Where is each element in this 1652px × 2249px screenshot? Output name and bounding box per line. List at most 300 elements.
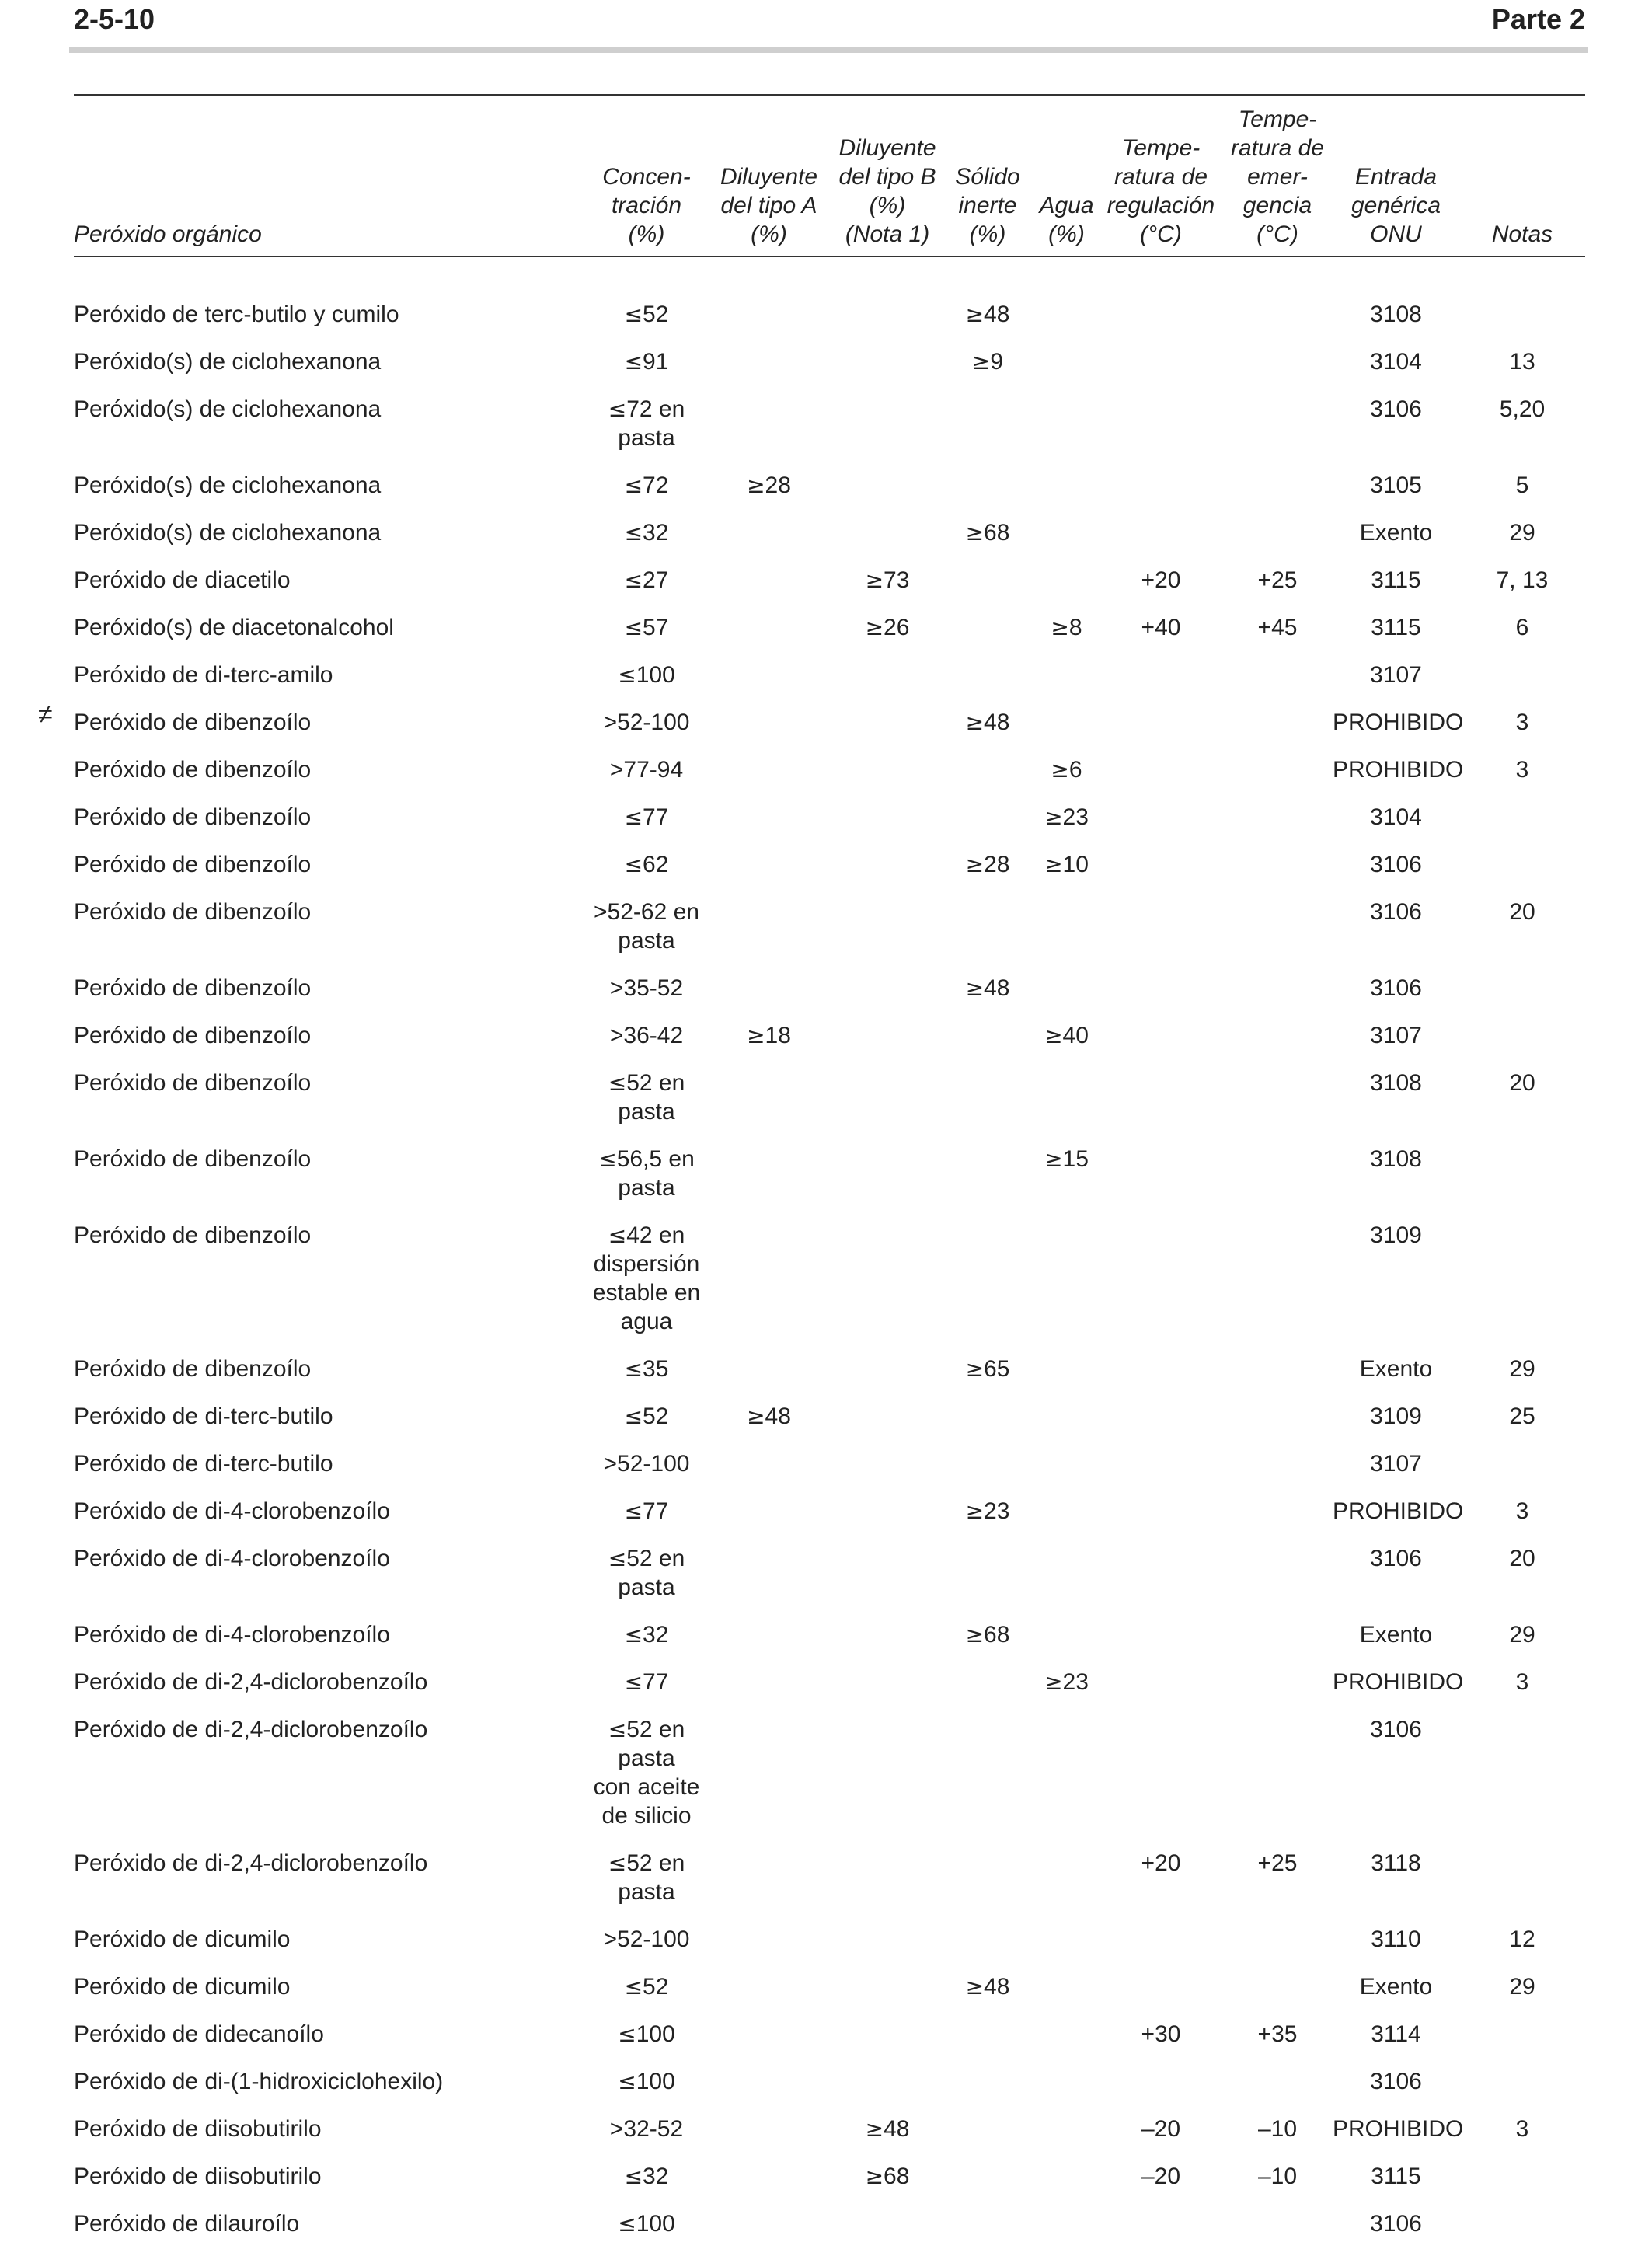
table-row <box>74 2107 1585 2154</box>
table-row <box>74 1137 1585 1213</box>
peroxide-name-cell: Peróxido de diisobutirilo <box>74 2164 322 2189</box>
emergency-temp-cell: +25 <box>1257 567 1298 593</box>
notes-cell <box>1459 1013 1585 1061</box>
table-row <box>74 842 1585 890</box>
concentration-cell: ≤52 en pasta <box>608 1070 685 1124</box>
un-entry-cell: 3115 <box>1371 615 1421 640</box>
concentration-cell: >77-94 <box>609 757 684 783</box>
notes-cell <box>1459 2059 1585 2107</box>
peroxide-name-cell: Peróxido(s) de ciclohexanona <box>74 520 382 546</box>
col-header-un-entry: Entrada genérica ONU <box>1351 164 1441 247</box>
header-rule <box>69 47 1588 53</box>
concentration-cell: >52-100 <box>603 710 690 735</box>
part-label: Parte 2 <box>1491 3 1585 35</box>
peroxide-name-cell: Peróxido de di-terc-butilo <box>74 1451 333 1477</box>
un-entry-cell: Exento <box>1359 1974 1433 2000</box>
diluent-b-cell <box>833 2012 942 2059</box>
un-entry-cell: 3106 <box>1370 899 1422 925</box>
emergency-temp-cell <box>1222 653 1333 700</box>
diluent-a-cell <box>705 558 833 605</box>
emergency-temp-cell <box>1222 842 1333 890</box>
inert-solid-cell: ≥48 <box>965 302 1010 327</box>
diluent-b-cell <box>833 1061 942 1137</box>
peroxide-name-cell: Peróxido de dicumilo <box>74 1926 291 1952</box>
inert-solid-cell <box>942 890 1033 966</box>
emergency-temp-cell: –10 <box>1257 2116 1298 2142</box>
inert-solid-cell: ≥48 <box>965 710 1010 735</box>
emergency-temp-cell <box>1222 1707 1333 1841</box>
inert-solid-cell <box>942 795 1033 842</box>
concentration-cell: ≤91 <box>624 349 669 375</box>
concentration-cell: ≤52 <box>624 1403 669 1429</box>
control-temp-cell <box>1100 1394 1222 1442</box>
notes-cell: 3 <box>1515 1498 1529 1524</box>
diluent-a-cell: ≥18 <box>747 1023 791 1048</box>
control-temp-cell <box>1100 1347 1222 1394</box>
control-temp-cell <box>1100 387 1222 463</box>
emergency-temp-cell <box>1222 1917 1333 1965</box>
notes-cell: 3 <box>1515 757 1529 783</box>
inert-solid-cell <box>942 605 1033 653</box>
emergency-temp-cell <box>1222 700 1333 748</box>
control-temp-cell: –20 <box>1141 2164 1181 2189</box>
diluent-b-cell <box>833 748 942 795</box>
emergency-temp-cell <box>1222 1965 1333 2012</box>
diluent-a-cell <box>705 340 833 387</box>
control-temp-cell <box>1100 748 1222 795</box>
concentration-cell: >32-52 <box>609 2116 684 2142</box>
inert-solid-cell <box>942 653 1033 700</box>
water-cell: ≥8 <box>1051 615 1082 640</box>
notes-cell: 6 <box>1515 615 1529 640</box>
emergency-temp-cell <box>1222 1613 1333 1660</box>
diluent-b-cell <box>833 1347 942 1394</box>
table-top-rule <box>74 94 1585 96</box>
inert-solid-cell <box>942 2107 1033 2154</box>
water-cell: ≥6 <box>1051 757 1082 783</box>
table-row <box>74 700 1585 748</box>
un-entry-cell: 3108 <box>1370 302 1422 327</box>
inert-solid-cell <box>942 1213 1033 1347</box>
col-header-concentration: Concen- tración (%) <box>602 164 691 247</box>
peroxide-name-cell: Peróxido de diisobutirilo <box>74 2116 322 2142</box>
col-header-notes: Notas <box>1491 221 1553 247</box>
notes-cell: 20 <box>1509 1546 1535 1571</box>
control-temp-cell <box>1100 463 1222 511</box>
diluent-b-cell <box>833 1613 942 1660</box>
control-temp-cell: +20 <box>1141 567 1181 593</box>
peroxide-name-cell: Peróxido de dibenzoílo <box>74 757 312 783</box>
emergency-temp-cell <box>1222 1061 1333 1137</box>
diluent-a-cell <box>705 1489 833 1536</box>
concentration-cell: ≤100 <box>618 2069 675 2094</box>
inert-solid-cell <box>942 1707 1033 1841</box>
un-entry-cell: 3115 <box>1371 2164 1421 2189</box>
water-cell <box>1033 463 1100 511</box>
peroxide-name-cell: Peróxido de dibenzoílo <box>74 1146 312 1172</box>
notes-cell <box>1459 2012 1585 2059</box>
concentration-cell: ≤77 <box>624 804 669 830</box>
un-entry-cell: 3114 <box>1371 2021 1421 2047</box>
emergency-temp-cell <box>1222 1442 1333 1489</box>
table-row <box>74 748 1585 795</box>
diluent-a-cell <box>705 2202 833 2249</box>
diluent-b-cell <box>833 966 942 1013</box>
diluent-a-cell: ≥28 <box>747 472 791 498</box>
diluent-a-cell <box>705 700 833 748</box>
un-entry-cell: 3109 <box>1370 1222 1422 1248</box>
peroxide-table <box>38 101 1585 2249</box>
inert-solid-cell <box>942 748 1033 795</box>
notes-cell <box>1459 1841 1585 1917</box>
table-row <box>74 1965 1585 2012</box>
diluent-b-cell <box>833 1013 942 1061</box>
diluent-a-cell <box>705 2154 833 2202</box>
water-cell <box>1033 1965 1100 2012</box>
diluent-a-cell <box>705 890 833 966</box>
water-cell <box>1033 1213 1100 1347</box>
diluent-a-cell <box>705 1536 833 1613</box>
control-temp-cell <box>1100 1442 1222 1489</box>
water-cell: ≥40 <box>1044 1023 1089 1048</box>
diluent-b-cell <box>833 1213 942 1347</box>
diluent-a-cell <box>705 653 833 700</box>
peroxide-name-cell: Peróxido(s) de diacetonalcohol <box>74 615 394 640</box>
table-body <box>38 253 1585 2249</box>
emergency-temp-cell <box>1222 340 1333 387</box>
diluent-b-cell <box>833 2059 942 2107</box>
un-entry-cell: 3118 <box>1371 1850 1421 1876</box>
water-cell <box>1033 2059 1100 2107</box>
diluent-a-cell <box>705 1137 833 1213</box>
table-row <box>74 1394 1585 1442</box>
table-row <box>74 1841 1585 1917</box>
water-cell <box>1033 1841 1100 1917</box>
inert-solid-cell <box>942 1394 1033 1442</box>
notes-cell <box>1459 2202 1585 2249</box>
water-cell <box>1033 1442 1100 1489</box>
notes-cell: 5 <box>1515 472 1529 498</box>
water-cell <box>1033 1061 1100 1137</box>
control-temp-cell <box>1100 966 1222 1013</box>
diluent-b-cell: ≥48 <box>865 2116 910 2142</box>
emergency-temp-cell <box>1222 795 1333 842</box>
un-entry-cell: 3104 <box>1370 804 1422 830</box>
peroxide-name-cell: Peróxido de di-(1-hidroxiciclohexilo) <box>74 2069 444 2094</box>
table-row <box>74 1013 1585 1061</box>
table-row <box>74 511 1585 558</box>
col-header-control-temp: Tempe- ratura de regulación (°C) <box>1107 135 1215 247</box>
peroxide-name-cell: Peróxido de di-2,4-diclorobenzoílo <box>74 1850 428 1876</box>
peroxide-name-cell: Peróxido de dibenzoílo <box>74 1023 312 1048</box>
inert-solid-cell: ≥48 <box>965 1974 1010 2000</box>
emergency-temp-cell <box>1222 1660 1333 1707</box>
water-cell <box>1033 558 1100 605</box>
control-temp-cell: –20 <box>1141 2116 1181 2142</box>
concentration-cell: ≤57 <box>624 615 669 640</box>
emergency-temp-cell <box>1222 1213 1333 1347</box>
control-temp-cell <box>1100 1660 1222 1707</box>
un-entry-cell: 3106 <box>1370 1546 1422 1571</box>
concentration-cell: ≤100 <box>618 2021 675 2047</box>
inert-solid-cell <box>942 558 1033 605</box>
inert-solid-cell: ≥65 <box>965 1356 1010 1382</box>
un-entry-cell: 3106 <box>1370 852 1422 877</box>
table-row <box>74 653 1585 700</box>
notes-cell: 3 <box>1515 1669 1529 1695</box>
table-row <box>74 795 1585 842</box>
diluent-a-cell <box>705 795 833 842</box>
inert-solid-cell: ≥9 <box>971 349 1004 375</box>
un-entry-cell: PROHIBIDO <box>1333 710 1464 735</box>
diluent-a-cell <box>705 842 833 890</box>
diluent-a-cell <box>705 387 833 463</box>
diluent-b-cell <box>833 1137 942 1213</box>
peroxide-name-cell: Peróxido de dibenzoílo <box>74 804 312 830</box>
table-row <box>74 1442 1585 1489</box>
water-cell <box>1033 1707 1100 1841</box>
un-entry-cell: 3106 <box>1370 975 1422 1001</box>
concentration-cell: ≤52 <box>624 302 669 327</box>
notes-cell: 29 <box>1509 1622 1535 1648</box>
water-cell <box>1033 700 1100 748</box>
notes-cell <box>1459 966 1585 1013</box>
concentration-cell: ≤72 en pasta <box>608 396 685 451</box>
control-temp-cell <box>1100 511 1222 558</box>
water-cell <box>1033 387 1100 463</box>
peroxide-name-cell: Peróxido de di-terc-butilo <box>74 1403 333 1429</box>
notes-cell <box>1459 1137 1585 1213</box>
table-row <box>74 2202 1585 2249</box>
diluent-a-cell <box>705 748 833 795</box>
table-row <box>74 1613 1585 1660</box>
notes-cell <box>1459 253 1585 340</box>
concentration-cell: >52-100 <box>603 1451 690 1477</box>
un-entry-cell: Exento <box>1359 1622 1433 1648</box>
diluent-b-cell <box>833 253 942 340</box>
emergency-temp-cell <box>1222 387 1333 463</box>
notes-cell: 3 <box>1515 710 1529 735</box>
control-temp-cell <box>1100 653 1222 700</box>
notes-cell: 20 <box>1509 899 1535 925</box>
diluent-a-cell <box>705 1660 833 1707</box>
table-row <box>74 1213 1585 1347</box>
peroxide-name-cell: Peróxido de di-2,4-diclorobenzoílo <box>74 1717 428 1742</box>
diluent-b-cell <box>833 653 942 700</box>
col-header-diluent-a: Diluyente del tipo A (%) <box>720 164 818 247</box>
notes-cell <box>1459 2154 1585 2202</box>
un-entry-cell: 3108 <box>1370 1070 1422 1096</box>
table-row <box>74 253 1585 340</box>
inert-solid-cell <box>942 1442 1033 1489</box>
inert-solid-cell <box>942 2059 1033 2107</box>
un-entry-cell: 3105 <box>1370 472 1422 498</box>
diluent-b-cell <box>833 1841 942 1917</box>
diluent-a-cell <box>705 2012 833 2059</box>
diluent-b-cell <box>833 511 942 558</box>
control-temp-cell <box>1100 1917 1222 1965</box>
table-row <box>74 1660 1585 1707</box>
concentration-cell: ≤27 <box>624 567 669 593</box>
notes-cell <box>1459 653 1585 700</box>
un-entry-cell: Exento <box>1359 1356 1433 1382</box>
control-temp-cell: +20 <box>1141 1850 1181 1876</box>
un-entry-cell: 3110 <box>1371 1926 1421 1952</box>
diluent-b-cell <box>833 340 942 387</box>
diluent-b-cell <box>833 1965 942 2012</box>
table-row <box>74 387 1585 463</box>
emergency-temp-cell <box>1222 1013 1333 1061</box>
concentration-cell: ≤32 <box>624 2164 669 2189</box>
control-temp-cell: +40 <box>1141 615 1181 640</box>
water-cell <box>1033 1917 1100 1965</box>
un-entry-cell: 3115 <box>1371 567 1421 593</box>
concentration-cell: ≤77 <box>624 1498 669 1524</box>
concentration-cell: ≤77 <box>624 1669 669 1695</box>
concentration-cell: ≤52 en pasta <box>608 1546 685 1600</box>
water-cell <box>1033 2107 1100 2154</box>
concentration-cell: ≤52 en pasta <box>608 1850 685 1905</box>
control-temp-cell <box>1100 1536 1222 1613</box>
peroxide-name-cell: Peróxido(s) de ciclohexanona <box>74 396 382 422</box>
water-cell <box>1033 653 1100 700</box>
inert-solid-cell <box>942 463 1033 511</box>
diluent-a-cell <box>705 605 833 653</box>
table-row <box>74 890 1585 966</box>
col-header-emergency-temp: Tempe- ratura de emer- gencia (°C) <box>1230 106 1325 247</box>
peroxide-name-cell: Peróxido de dibenzoílo <box>74 975 312 1001</box>
un-entry-cell: Exento <box>1359 520 1433 546</box>
diluent-a-cell <box>705 1442 833 1489</box>
inert-solid-cell: ≥68 <box>965 520 1010 546</box>
concentration-cell: >52-62 en pasta <box>594 899 699 954</box>
diluent-a-cell <box>705 2107 833 2154</box>
concentration-cell: ≤32 <box>624 1622 669 1648</box>
peroxide-name-cell: Peróxido de dibenzoílo <box>74 899 312 925</box>
emergency-temp-cell: +25 <box>1257 1850 1298 1876</box>
diluent-b-cell <box>833 842 942 890</box>
diluent-a-cell <box>705 1841 833 1917</box>
col-header-water: Agua (%) <box>1039 193 1094 247</box>
concentration-cell: >35-52 <box>609 975 684 1001</box>
table-row <box>74 463 1585 511</box>
concentration-cell: ≤42 en dispersión estable en agua <box>592 1222 701 1334</box>
emergency-temp-cell <box>1222 1489 1333 1536</box>
un-entry-cell: 3106 <box>1370 1717 1422 1742</box>
notes-cell: 29 <box>1509 1974 1535 2000</box>
water-cell <box>1033 1536 1100 1613</box>
peroxide-name-cell: Peróxido de dibenzoílo <box>74 852 312 877</box>
col-header-diluent-b: Diluyente del tipo B (%) (Nota 1) <box>838 135 936 247</box>
emergency-temp-cell <box>1222 890 1333 966</box>
control-temp-cell: +30 <box>1141 2021 1181 2047</box>
table-row <box>74 340 1585 387</box>
un-entry-cell: 3109 <box>1370 1403 1422 1429</box>
un-entry-cell: PROHIBIDO <box>1333 1669 1464 1695</box>
peroxide-name-cell: Peróxido(s) de ciclohexanona <box>74 472 382 498</box>
control-temp-cell <box>1100 340 1222 387</box>
water-cell <box>1033 1394 1100 1442</box>
table-row <box>74 2012 1585 2059</box>
control-temp-cell <box>1100 2059 1222 2107</box>
water-cell <box>1033 2012 1100 2059</box>
inert-solid-cell: ≥68 <box>965 1622 1010 1648</box>
control-temp-cell <box>1100 253 1222 340</box>
diluent-a-cell <box>705 253 833 340</box>
table-row <box>74 2154 1585 2202</box>
control-temp-cell <box>1100 1707 1222 1841</box>
peroxide-name-cell: Peróxido de di-4-clorobenzoílo <box>74 1498 390 1524</box>
inert-solid-cell: ≥48 <box>965 975 1010 1001</box>
peroxide-name-cell: Peróxido de dilauroílo <box>74 2211 300 2237</box>
inert-solid-cell <box>942 2154 1033 2202</box>
control-temp-cell <box>1100 1613 1222 1660</box>
diluent-b-cell: ≥73 <box>865 567 910 593</box>
diluent-a-cell: ≥48 <box>747 1403 791 1429</box>
control-temp-cell <box>1100 1489 1222 1536</box>
notes-cell: 20 <box>1509 1070 1535 1096</box>
control-temp-cell <box>1100 1213 1222 1347</box>
notes-cell: 29 <box>1509 1356 1535 1382</box>
notes-cell <box>1459 795 1585 842</box>
emergency-temp-cell <box>1222 1347 1333 1394</box>
table-row <box>74 1536 1585 1613</box>
water-cell <box>1033 1347 1100 1394</box>
notes-cell <box>1459 1213 1585 1347</box>
concentration-cell: ≤72 <box>624 472 669 498</box>
concentration-cell: ≤35 <box>624 1356 669 1382</box>
table-row <box>74 1917 1585 1965</box>
emergency-temp-cell <box>1222 1536 1333 1613</box>
revision-mark: ≠ <box>38 699 53 729</box>
emergency-temp-cell: +35 <box>1257 2021 1298 2047</box>
concentration-cell: ≤100 <box>618 2211 675 2237</box>
diluent-b-cell <box>833 700 942 748</box>
notes-cell: 7, 13 <box>1496 567 1549 593</box>
concentration-cell: ≤56,5 en pasta <box>598 1146 695 1201</box>
inert-solid-cell: ≥28 <box>965 852 1010 877</box>
water-cell <box>1033 253 1100 340</box>
peroxide-name-cell: Peróxido de di-terc-amilo <box>74 662 333 688</box>
table-row <box>74 1061 1585 1137</box>
peroxide-name-cell: Peróxido de di-4-clorobenzoílo <box>74 1622 390 1648</box>
table-header-row <box>74 101 1585 253</box>
diluent-b-cell <box>833 1707 942 1841</box>
peroxide-name-cell: Peróxido de dibenzoílo <box>74 1222 312 1248</box>
diluent-b-cell: ≥26 <box>865 615 910 640</box>
col-header-inert-solid: Sólido inerte (%) <box>955 164 1020 247</box>
notes-cell: 25 <box>1509 1403 1535 1429</box>
concentration-cell: >36-42 <box>609 1023 684 1048</box>
diluent-a-cell <box>705 511 833 558</box>
un-entry-cell: 3106 <box>1370 2069 1422 2094</box>
inert-solid-cell <box>942 1137 1033 1213</box>
concentration-cell: ≤32 <box>624 520 669 546</box>
control-temp-cell <box>1100 1965 1222 2012</box>
concentration-cell: ≤52 <box>624 1974 669 2000</box>
un-entry-cell: 3107 <box>1370 662 1422 688</box>
page-number: 2-5-10 <box>74 3 155 35</box>
inert-solid-cell <box>942 1841 1033 1917</box>
water-cell <box>1033 890 1100 966</box>
control-temp-cell <box>1100 890 1222 966</box>
water-cell <box>1033 340 1100 387</box>
inert-solid-cell <box>942 2012 1033 2059</box>
peroxide-name-cell: Peróxido(s) de ciclohexanona <box>74 349 382 375</box>
inert-solid-cell <box>942 1536 1033 1613</box>
concentration-cell: ≤100 <box>618 662 675 688</box>
un-entry-cell: 3106 <box>1370 2211 1422 2237</box>
